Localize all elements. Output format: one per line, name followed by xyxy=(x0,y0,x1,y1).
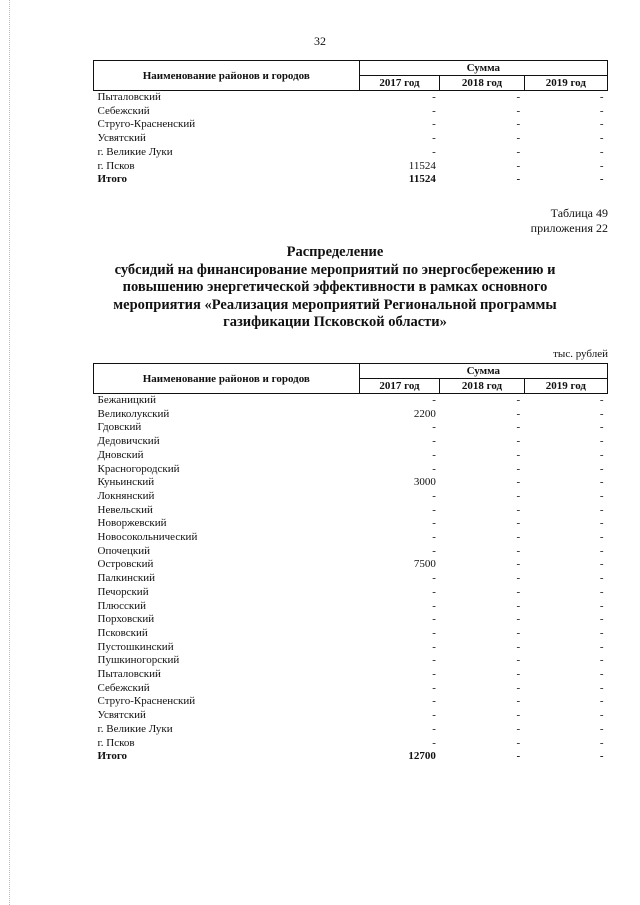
cell-value-2019: - xyxy=(599,722,604,735)
table-49 xyxy=(93,363,608,764)
cell-value-2019: - xyxy=(599,517,604,530)
cell-name: Невельский xyxy=(97,503,153,516)
heading-line: газификации Псковской области» xyxy=(223,314,447,330)
cell-value-2018: - xyxy=(516,544,521,557)
cell-value-2019: - xyxy=(599,462,604,475)
cell-value-2018: - xyxy=(516,173,521,186)
cell-value-2018: - xyxy=(516,517,521,530)
cell-value-2017: - xyxy=(432,462,436,475)
cell-value-2017: - xyxy=(432,421,436,434)
cell-value-2017: - xyxy=(432,104,436,117)
cell-value-2017: 3000 xyxy=(413,476,436,489)
cell-value-2017: - xyxy=(432,132,436,145)
cell-value-2018: - xyxy=(516,159,521,172)
heading-line: Распределение xyxy=(286,244,384,260)
cell-value-2017: - xyxy=(432,640,436,653)
cell-name: Пушкиногорский xyxy=(97,654,180,667)
cell-value-2017: - xyxy=(432,91,436,103)
table-row xyxy=(94,641,608,655)
table-row xyxy=(94,613,608,627)
cell-value-2017: - xyxy=(432,517,436,530)
scan-margin-line xyxy=(9,0,11,905)
table-row xyxy=(94,118,608,132)
cell-name: Локнянский xyxy=(97,489,155,502)
table-row xyxy=(94,160,608,174)
cell-value-2019: - xyxy=(599,448,604,461)
cell-value-2019: - xyxy=(599,572,604,585)
table-row xyxy=(94,504,608,518)
cell-value-2018: - xyxy=(516,681,521,694)
cell-value-2019: - xyxy=(599,159,604,172)
header-year-2017: 2017 год xyxy=(359,379,440,394)
table-row xyxy=(94,435,608,449)
cell-name: Бежаницкий xyxy=(97,394,156,406)
table-row xyxy=(94,737,608,751)
cell-value-2019: - xyxy=(599,626,604,639)
cell-value-2019: - xyxy=(599,91,604,103)
table-heading xyxy=(60,244,610,332)
cell-name: Красногородский xyxy=(97,462,180,475)
cell-value-2018: - xyxy=(516,91,521,103)
cell-value-2019: - xyxy=(599,407,604,420)
cell-name: Пустошкинский xyxy=(97,640,174,653)
header-year-2018: 2018 год xyxy=(440,379,524,394)
cell-value-2019: - xyxy=(599,173,604,186)
cell-value-2018: - xyxy=(516,145,521,158)
cell-value-2019: - xyxy=(599,544,604,557)
cell-name: Опочецкий xyxy=(97,544,150,557)
cell-value-2019: - xyxy=(599,435,604,448)
cell-value-2018: - xyxy=(516,654,521,667)
cell-value-2017: 11524 xyxy=(408,159,436,172)
page-number: 32 xyxy=(314,34,326,48)
header-year-2019: 2019 год xyxy=(524,379,607,394)
cell-value-2017: - xyxy=(432,654,436,667)
cell-value-2019: - xyxy=(599,613,604,626)
heading-line: повышению энергетической эффективности в рамках основного xyxy=(122,279,548,295)
cell-name: Дновский xyxy=(97,448,144,461)
cell-value-2018: - xyxy=(516,750,521,763)
cell-value-2018: - xyxy=(516,613,521,626)
cell-name: Струго-Красненский xyxy=(97,118,196,131)
cell-value-2018: - xyxy=(516,132,521,145)
cell-value-2019: - xyxy=(599,531,604,544)
cell-name: Итого xyxy=(97,750,128,763)
table-row xyxy=(94,600,608,614)
table-row xyxy=(94,723,608,737)
table-row xyxy=(94,517,608,531)
cell-value-2019: - xyxy=(599,394,604,406)
header-year-2018: 2018 год xyxy=(440,76,524,91)
cell-name: Куньинский xyxy=(97,476,155,489)
cell-value-2018: - xyxy=(516,668,521,681)
cell-value-2019: - xyxy=(599,585,604,598)
cell-value-2018: - xyxy=(516,421,521,434)
unit-label: тыс. рублей xyxy=(553,348,608,360)
cell-value-2019: - xyxy=(599,599,604,612)
table-row xyxy=(94,476,608,490)
cell-value-2018: - xyxy=(516,709,521,722)
cell-name: Плюсский xyxy=(97,599,147,612)
cell-value-2018: - xyxy=(516,572,521,585)
cell-value-2017: - xyxy=(432,531,436,544)
cell-name: Себежский xyxy=(97,681,150,694)
cell-value-2017: - xyxy=(432,736,436,749)
table-row xyxy=(94,668,608,682)
table-row xyxy=(94,682,608,696)
table-row xyxy=(94,449,608,463)
cell-name: Усвятский xyxy=(97,709,146,722)
cell-value-2018: - xyxy=(516,448,521,461)
cell-value-2019: - xyxy=(599,118,604,131)
table-row xyxy=(94,695,608,709)
cell-value-2019: - xyxy=(599,145,604,158)
cell-value-2017: - xyxy=(432,695,436,708)
cell-value-2017: - xyxy=(432,585,436,598)
table-row xyxy=(94,408,608,422)
cell-value-2017: - xyxy=(432,572,436,585)
cell-value-2017: 12700 xyxy=(408,750,436,763)
header-name-column: Наименование районов и городов xyxy=(94,61,360,91)
cell-name: Гдовский xyxy=(97,421,142,434)
cell-name: г. Псков xyxy=(97,736,135,749)
cell-value-2018: - xyxy=(516,722,521,735)
table-row xyxy=(94,421,608,435)
header-year-2017: 2017 год xyxy=(359,76,440,91)
cell-value-2018: - xyxy=(516,489,521,502)
table-row xyxy=(94,654,608,668)
table-label xyxy=(531,206,608,236)
cell-value-2018: - xyxy=(516,585,521,598)
table-row xyxy=(94,558,608,572)
cell-value-2017: 7500 xyxy=(413,558,436,571)
cell-value-2017: - xyxy=(432,145,436,158)
table-row xyxy=(94,572,608,586)
table-row xyxy=(94,627,608,641)
header-year-2019: 2019 год xyxy=(524,76,607,91)
cell-name: Великолукский xyxy=(97,407,170,420)
cell-name: Дедовичский xyxy=(97,435,160,448)
cell-value-2019: - xyxy=(599,681,604,694)
header-sum: Сумма xyxy=(359,61,607,76)
cell-value-2017: - xyxy=(432,448,436,461)
cell-name: Палкинский xyxy=(97,572,156,585)
cell-value-2018: - xyxy=(516,558,521,571)
cell-value-2018: - xyxy=(516,695,521,708)
cell-name: Псковский xyxy=(97,626,148,639)
cell-value-2019: - xyxy=(599,668,604,681)
cell-value-2019: - xyxy=(599,421,604,434)
cell-value-2018: - xyxy=(516,736,521,749)
table-row xyxy=(94,91,608,105)
heading-line: мероприятия «Реализация мероприятий Региональной программы xyxy=(113,296,557,313)
cell-value-2019: - xyxy=(599,640,604,653)
table-row xyxy=(94,545,608,559)
cell-value-2018: - xyxy=(516,462,521,475)
cell-value-2018: - xyxy=(516,531,521,544)
header-name-column: Наименование районов и городов xyxy=(94,364,360,394)
cell-value-2019: - xyxy=(599,489,604,502)
table-row xyxy=(94,146,608,160)
cell-name: Новосокольнический xyxy=(97,531,198,544)
cell-name: Порховский xyxy=(97,613,155,626)
cell-value-2017: - xyxy=(432,503,436,516)
cell-value-2017: 2200 xyxy=(413,407,436,420)
cell-value-2017: - xyxy=(432,626,436,639)
cell-name: г. Великие Луки xyxy=(97,145,173,158)
cell-value-2017: - xyxy=(432,394,436,406)
cell-value-2019: - xyxy=(599,654,604,667)
cell-name: Усвятский xyxy=(97,132,146,145)
cell-name: Пыталовский xyxy=(97,668,161,681)
header-sum: Сумма xyxy=(359,364,607,379)
cell-value-2018: - xyxy=(516,407,521,420)
total-row xyxy=(94,750,608,764)
cell-value-2017: - xyxy=(432,599,436,612)
cell-name: Струго-Красненский xyxy=(97,695,196,708)
cell-name: Пыталовский xyxy=(97,91,161,103)
table-row xyxy=(94,394,608,408)
cell-value-2019: - xyxy=(599,750,604,763)
cell-value-2018: - xyxy=(516,394,521,406)
cell-value-2018: - xyxy=(516,626,521,639)
table-number: Таблица 49 xyxy=(550,206,608,220)
table-row xyxy=(94,531,608,545)
cell-value-2018: - xyxy=(516,503,521,516)
cell-value-2017: - xyxy=(432,489,436,502)
cell-name: Итого xyxy=(97,173,128,186)
cell-name: Печорский xyxy=(97,585,149,598)
cell-value-2017: - xyxy=(432,722,436,735)
cell-value-2019: - xyxy=(599,709,604,722)
cell-value-2019: - xyxy=(599,132,604,145)
cell-value-2018: - xyxy=(516,118,521,131)
cell-value-2017: 11524 xyxy=(408,173,436,186)
table-row xyxy=(94,586,608,600)
cell-name: Новоржевский xyxy=(97,517,167,530)
heading-line: субсидий на финансирование мероприятий по энергосбережению и xyxy=(114,261,556,278)
cell-value-2019: - xyxy=(599,503,604,516)
cell-value-2017: - xyxy=(432,544,436,557)
cell-value-2017: - xyxy=(432,435,436,448)
cell-value-2017: - xyxy=(432,613,436,626)
total-row xyxy=(94,173,608,187)
appendix-reference: приложения 22 xyxy=(530,221,608,235)
table-row xyxy=(94,132,608,146)
cell-value-2017: - xyxy=(432,681,436,694)
cell-value-2019: - xyxy=(599,104,604,117)
cell-value-2019: - xyxy=(599,736,604,749)
table-row xyxy=(94,709,608,723)
cell-name: Островский xyxy=(97,558,154,571)
cell-value-2017: - xyxy=(432,709,436,722)
table-row xyxy=(94,490,608,504)
cell-name: г. Псков xyxy=(97,159,135,172)
cell-value-2019: - xyxy=(599,476,604,489)
cell-name: Себежский xyxy=(97,104,150,117)
cell-value-2018: - xyxy=(516,640,521,653)
cell-value-2017: - xyxy=(432,118,436,131)
cell-value-2018: - xyxy=(516,435,521,448)
table-continued xyxy=(93,60,608,187)
cell-value-2019: - xyxy=(599,558,604,571)
cell-value-2018: - xyxy=(516,476,521,489)
table-row xyxy=(94,463,608,477)
cell-name: г. Великие Луки xyxy=(97,722,173,735)
cell-value-2019: - xyxy=(599,695,604,708)
cell-value-2018: - xyxy=(516,599,521,612)
cell-value-2018: - xyxy=(516,104,521,117)
cell-value-2017: - xyxy=(432,668,436,681)
table-row xyxy=(94,105,608,119)
